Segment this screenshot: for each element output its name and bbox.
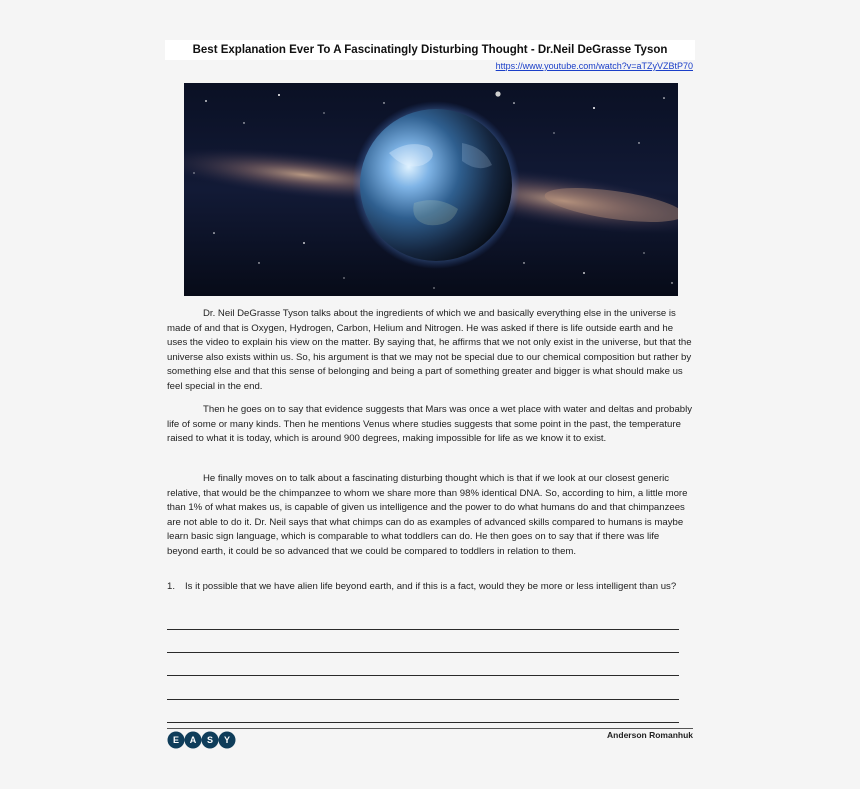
logo-letter: Y (223, 735, 231, 746)
question-text: Is it possible that we have alien life beyond earth, and if this is a fact, would they be more or less intelligent than us? (185, 581, 677, 592)
logo-letter: E (172, 735, 180, 746)
author-name: Anderson Romanhuk (607, 730, 693, 740)
paragraph-3: He finally moves on to talk about a fascinating disturbing thought which is that if we look at our closest generic relative, that would be the chimpanzee to whom we share more than 98% identical DNA. So, according to him, a little more than 1% of what makes us, is capable of given us intelligence and the power to do what humans do and that chimpanzees are not able to do it. Dr. Neil says that what chimps can do as examples of advanced skills compared to humans is maybe learn basic sign language, which is comparable to what toddlers can do. He then goes on to say that if there was life beyond earth, it could be so advanced that we could be compared to toddlers in relation to them. (167, 473, 688, 557)
worksheet-page (165, 40, 695, 760)
hero-image (184, 83, 678, 296)
answer-line[interactable] (167, 699, 679, 700)
footer-divider (167, 728, 693, 729)
answer-line[interactable] (167, 722, 679, 723)
answer-line[interactable] (167, 629, 679, 630)
easy-logo (167, 730, 237, 750)
paragraph-1: Dr. Neil DeGrasse Tyson talks about the ingredients of which we and basically everything else in the universe is made of and that is Oxygen, Hydrogen, Carbon, Helium and Nitrogen. He was asked if there is life outside earth and he uses the video to explain his view on the matter. By saying that, he affirms that we not only exist in the universe, but that the universe also exists within us. So, his argument is that we may not be special due to our chemical composition but rather by something else and that this sense of belonging and being a part of something greater and bigger is what should make us feel special in the end. (167, 308, 692, 392)
answer-line[interactable] (167, 652, 679, 653)
document-title: Best Explanation Ever To A Fascinatingly Disturbing Thought - Dr.Neil DeGrasse Tyson (165, 40, 695, 60)
video-link[interactable]: https://www.youtube.com/watch?v=aTZyVZBtP70 (495, 61, 693, 71)
logo-letter: A (189, 735, 197, 746)
question-number: 1. (167, 581, 176, 592)
paragraph-2: Then he goes on to say that evidence suggests that Mars was once a wet place with water and deltas and probably life of some or many kinds. Then he mentions Venus where studies suggests that some point in the past, the temperature raised to what it is today, which is around 900 degrees, making impossible for life as we know it to exist. (167, 404, 693, 445)
answer-line[interactable] (167, 675, 679, 676)
logo-letter: S (206, 735, 214, 746)
